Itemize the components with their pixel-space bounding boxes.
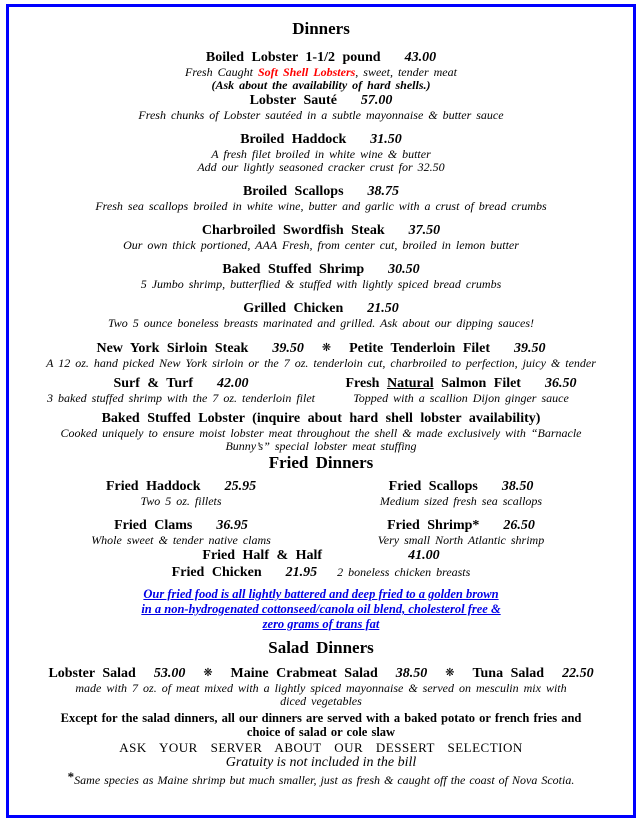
item-price: 22.50	[562, 666, 594, 681]
item-description: Very small North Atlantic shrimp	[377, 533, 545, 547]
menu-item-fried-shrimp	[321, 517, 601, 547]
sides-note: Except for the salad dinners, all our dinners are served with a baked potato or french fries and choice of salad or cole slaw	[60, 711, 582, 739]
item-name: Lobster Sauté	[249, 93, 337, 108]
item-price: 39.50	[514, 341, 546, 356]
item-price: 43.00	[404, 50, 437, 65]
item-name-price-line	[41, 478, 321, 495]
item-name-price-line	[41, 375, 321, 392]
item-description: Medium sized fresh sea scallops	[379, 494, 543, 508]
item-name-price-line	[321, 478, 601, 495]
item-price: 38.50	[501, 479, 534, 494]
menu-item-baked-stuffed-shrimp	[13, 261, 629, 291]
menu-item-surf-and-turf	[41, 375, 321, 405]
item-description: A 12 oz. hand picked New York sirloin or the 7 oz. tenderloin cut, charbroiled to perfection, juicy & tender	[46, 356, 596, 370]
item-name-price-line	[13, 222, 629, 239]
item-name: Fried Clams	[114, 518, 193, 533]
item-name: Tuna Salad	[472, 666, 545, 681]
item-name: Maine Crabmeat Salad	[230, 666, 378, 681]
item-price: 38.50	[395, 666, 428, 681]
menu-item-salmon-filet	[321, 375, 601, 405]
item-price: 39.50	[272, 341, 304, 356]
section-title-salad-dinners: Salad Dinners	[268, 638, 374, 657]
item-name: Fried Chicken	[171, 565, 262, 580]
fried-dinners-grid	[41, 478, 601, 547]
item-name	[346, 376, 521, 391]
item-price: 53.00	[153, 666, 186, 681]
menu-item-fried-scallops	[321, 478, 601, 508]
item-price: 21.95	[285, 565, 318, 580]
shrimp-footnote	[13, 769, 629, 787]
item-name: Boiled Lobster 1-1/2 pound	[205, 50, 381, 65]
item-name: Charbroiled Swordfish Steak	[201, 223, 385, 238]
item-name-price-line	[13, 131, 629, 148]
item-name: Fried Scallops	[388, 479, 478, 494]
item-description: Two 5 oz. fillets	[140, 494, 222, 508]
salad-items-line	[13, 664, 629, 682]
item-price: 26.50	[503, 518, 535, 533]
item-description: Whole sweet & tender native clams	[91, 533, 271, 547]
item-description: Cooked uniquely to ensure moist lobster meat throughout the shell & made exclusively with “Barnacle Bunny’s” special lobster meat stuffing	[60, 426, 582, 453]
item-name-price-line	[41, 517, 321, 534]
item-price: 38.75	[367, 184, 400, 199]
name-part: Salmon Filet	[433, 376, 521, 391]
fried-note-line-1: Our fried food is all lightly battered and deep fried to a golden brown	[143, 587, 499, 601]
menu-item-steaks-row	[13, 339, 629, 370]
salad-description: made with 7 oz. of meat mixed with a lightly spiced mayonnaise & served on mesculin mix with diced vegetables	[75, 681, 567, 708]
item-price: 31.50	[370, 132, 402, 147]
item-note: (Ask about the availability of hard shells.)	[211, 78, 431, 92]
item-price: 30.50	[388, 262, 420, 277]
item-name: Fried Shrimp*	[387, 518, 480, 533]
item-name-price-line	[13, 49, 629, 66]
item-name-price-line: Baked Stuffed Lobster (inquire about hard shell lobster availability)	[101, 411, 541, 426]
menu-item-fried-clams	[41, 517, 321, 547]
item-description: 2 boneless chicken breasts	[337, 565, 471, 579]
menu-item-baked-stuffed-lobster	[13, 410, 629, 453]
footnote-asterisk: *	[67, 769, 75, 784]
section-title-fried-dinners: Fried Dinners	[268, 453, 374, 472]
menu-item-boiled-lobster	[13, 49, 629, 92]
item-name: Lobster Salad	[48, 666, 136, 681]
snowflake-separator-icon: ❋	[321, 341, 332, 354]
snowflake-separator-icon: ❋	[445, 666, 455, 679]
item-name: Grilled Chicken	[243, 301, 344, 316]
name-part: Fresh	[345, 376, 387, 391]
surf-turf-salmon-row	[41, 375, 601, 405]
item-description: 5 Jumbo shrimp, butterflied & stuffed with lightly spiced bread crumbs	[140, 277, 502, 291]
menu-item-lobster-saute	[13, 92, 629, 122]
menu-item-broiled-haddock	[13, 131, 629, 174]
item-name: Baked Stuffed Shrimp	[222, 262, 365, 277]
item-description: Our own thick portioned, AAA Fresh, from center cut, broiled in lemon butter	[123, 238, 519, 252]
item-name-price-line	[321, 375, 601, 392]
item-description: Topped with a scallion Dijon ginger sauce	[353, 391, 569, 405]
menu-item-grilled-chicken	[13, 300, 629, 330]
item-price: 57.00	[360, 93, 393, 108]
item-name: Fried Haddock	[105, 479, 201, 494]
item-price: 42.00	[217, 376, 249, 391]
item-name-price-line	[13, 300, 629, 317]
item-price: 25.95	[224, 479, 257, 494]
item-price: 36.50	[544, 376, 577, 391]
menu-item-fried-haddock	[41, 478, 321, 508]
menu-item-broiled-scallops	[13, 183, 629, 213]
snowflake-separator-icon: ❋	[203, 666, 213, 679]
item-price: 21.50	[367, 301, 399, 316]
desc-part: Fresh Caught	[185, 65, 258, 79]
fried-food-note	[13, 587, 629, 632]
menu-item-fried-chicken	[13, 564, 629, 581]
item-price: 37.50	[408, 223, 441, 238]
desc-red-highlight: Soft Shell Lobsters	[257, 65, 356, 79]
item-description: 3 baked stuffed shrimp with the 7 oz. tenderloin filet	[47, 391, 315, 405]
menu-title-dinners: Dinners	[292, 19, 350, 38]
desc-part: , sweet, tender meat	[355, 65, 457, 79]
item-name: Surf & Turf	[113, 376, 194, 391]
item-name: New York Sirloin Steak	[96, 341, 249, 356]
fried-note-line-3: zero grams of trans fat	[262, 617, 380, 631]
item-name-price-line	[13, 183, 629, 200]
menu-item-fried-half-and-half	[13, 547, 629, 564]
footnote-text: Same species as Maine shrimp but much smaller, just as fresh & caught off the coast of Nova Scotia.	[74, 773, 575, 787]
item-name-price-line	[13, 92, 629, 109]
item-name-price-line	[13, 261, 629, 278]
item-price: 41.00	[408, 548, 440, 563]
item-description: Fresh chunks of Lobster sautéed in a subtle mayonnaise & butter sauce	[138, 108, 504, 122]
fried-note-line-2: in a non-hydrogenated cottonseed/canola oil blend, cholesterol free &	[141, 602, 501, 616]
item-description: Fresh sea scallops broiled in white wine, butter and garlic with a crust of bread crumbs	[95, 199, 547, 213]
item-description-2: Add our lightly seasoned cracker crust for 32.50	[197, 160, 445, 174]
name-underlined-part: Natural	[386, 376, 434, 391]
menu-page	[6, 4, 636, 818]
item-name: Broiled Haddock	[240, 132, 347, 147]
steak-pair-line	[13, 339, 629, 357]
item-description: Two 5 ounce boneless breasts marinated and grilled. Ask about our dipping sauces!	[107, 316, 535, 330]
dessert-announcement: ASK YOUR SERVER ABOUT OUR DESSERT SELECTION	[119, 740, 523, 755]
item-name: Broiled Scallops	[242, 184, 344, 199]
menu-item-swordfish-steak	[13, 222, 629, 252]
item-name: Fried Half & Half	[202, 548, 323, 563]
gratuity-note: Gratuity is not included in the bill	[225, 755, 417, 770]
item-name: Petite Tenderloin Filet	[349, 341, 491, 356]
item-description: A fresh filet broiled in white wine & butter	[211, 147, 431, 161]
item-name-price-line	[321, 517, 601, 534]
item-price: 36.95	[216, 518, 248, 533]
